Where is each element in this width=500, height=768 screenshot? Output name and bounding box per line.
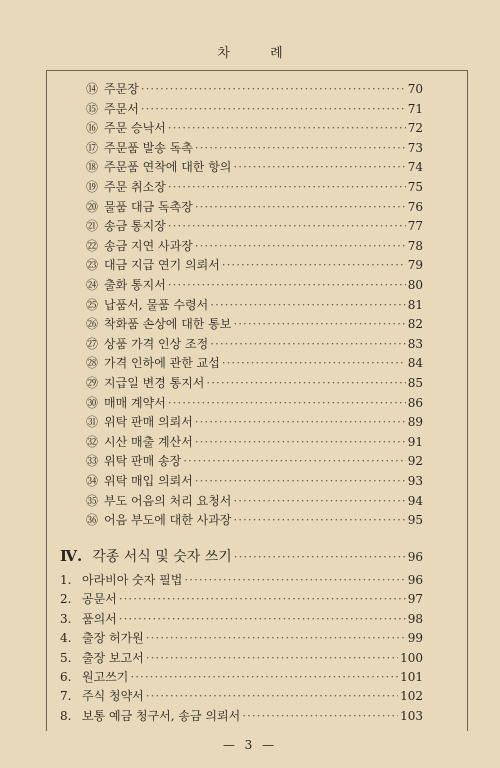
toc-entry-label: 상품 가격 인상 조정 (104, 336, 209, 351)
toc-entry-title (86, 394, 166, 411)
toc-page-number: 75 (407, 180, 423, 194)
toc-entry (86, 394, 423, 411)
toc-entry-number: ㉚ (86, 395, 99, 410)
toc-page-number: 100 (400, 650, 423, 665)
toc-entry-title (60, 610, 117, 627)
toc-entry-label: 보통 예금 청구서, 송금 의뢰서 (82, 708, 241, 723)
toc-page-number: 99 (407, 631, 423, 646)
toc-page-number: 102 (400, 689, 423, 704)
dot-leader (195, 415, 406, 429)
toc-entry-title (86, 100, 139, 117)
toc-page-number: 95 (407, 513, 423, 528)
toc-entry-number: 7. (60, 689, 72, 704)
dot-leader (210, 298, 406, 312)
toc-entry-number: 3. (60, 611, 72, 626)
toc-entry (86, 80, 423, 97)
toc-entry (86, 158, 423, 175)
dot-leader (222, 356, 406, 370)
toc-entry-label: 출장 허가원 (82, 631, 144, 646)
toc-page-number: 89 (407, 415, 423, 430)
toc-entry-number: ㉑ (86, 219, 99, 234)
toc-entry-title (86, 256, 220, 273)
toc-entry-title (86, 492, 231, 509)
toc-page-number: 86 (407, 395, 423, 410)
toc-entry-label: 위탁 판매 송장 (104, 454, 182, 469)
dot-leader (183, 454, 406, 468)
toc-page-number: 103 (400, 708, 423, 723)
toc-entry-title (86, 158, 231, 175)
toc-entry-label: 송금 통지장 (104, 219, 166, 234)
dot-leader (168, 278, 406, 292)
toc-page-number: 101 (400, 670, 423, 684)
toc-page-number: 96 (407, 573, 423, 587)
toc-entry-number: ⑭ (86, 82, 99, 96)
toc-page-number: 94 (407, 493, 423, 508)
toc-entry-title (86, 119, 166, 136)
toc-entry-number: ㉔ (86, 278, 99, 292)
toc-entry-label: 착화품 손상에 대한 통보 (104, 317, 232, 332)
toc-page-number: 96 (407, 550, 423, 564)
toc-entry-label: 주식 청약서 (82, 689, 144, 704)
toc-entry (86, 276, 423, 293)
dot-leader (195, 141, 406, 155)
toc-entry-label: 지급일 변경 통지서 (104, 376, 205, 390)
toc-page-number: 91 (407, 434, 423, 449)
toc-page-number: 74 (407, 160, 423, 175)
toc-entry-label: 출장 보고서 (82, 650, 144, 665)
toc-entry-number: 4. (60, 631, 72, 646)
toc-entry (60, 649, 423, 666)
toc-entry-number: ⑯ (86, 121, 99, 136)
dot-leader (146, 689, 398, 703)
toc-entry-number: ㉗ (86, 336, 99, 351)
toc-entry-number: ㉓ (86, 258, 99, 273)
dot-leader (119, 592, 406, 606)
dot-leader (233, 513, 405, 527)
toc-page-number: 83 (407, 336, 423, 351)
toc-entry-label: 시산 매출 계산서 (104, 434, 193, 449)
toc-entry-title (60, 707, 240, 724)
dot-leader (233, 160, 405, 174)
toc-entry (60, 590, 423, 607)
toc-page-number: 77 (407, 219, 423, 234)
toc-entry-label: 주문 승낙서 (104, 121, 166, 136)
dot-leader (168, 121, 406, 135)
toc-entry-number: ⑱ (86, 160, 99, 175)
toc-entry-title (86, 198, 193, 215)
toc-entry-number: ㉝ (86, 454, 99, 469)
toc-page-number: 80 (407, 278, 423, 292)
page-title: 차 례 (217, 46, 301, 61)
toc-entry (86, 198, 423, 215)
toc-entry-number: 6. (60, 670, 72, 684)
toc-page-number: 71 (407, 101, 423, 116)
toc-entry (60, 571, 423, 588)
dot-leader (141, 102, 406, 116)
toc-entry (60, 668, 423, 685)
dot-leader (141, 82, 406, 96)
toc-entry-title (86, 354, 220, 371)
toc-entry-number: Ⅳ. (60, 547, 83, 565)
dot-leader (233, 317, 405, 331)
toc-entry-label: 아라비아 숫자 필법 (82, 573, 183, 587)
dot-leader (146, 651, 398, 665)
dot-leader (195, 200, 406, 214)
toc-entry-title (86, 315, 231, 332)
toc-entry-label: 부도 어음의 처리 요청서 (104, 493, 232, 508)
toc-entry (86, 354, 423, 371)
toc-page-number: 76 (407, 199, 423, 214)
dot-leader (195, 474, 406, 488)
dot-leader (168, 180, 406, 194)
toc-entry-title (60, 687, 144, 704)
toc-entry-number: ⑳ (86, 199, 99, 214)
toc-entry-title (60, 668, 128, 685)
toc-entry-label: 가격 인하에 관한 교섭 (104, 356, 220, 371)
dot-leader (130, 670, 398, 684)
toc-entry-label: 주문서 (104, 101, 139, 116)
toc-entry (86, 492, 423, 509)
toc-entry-number: ㉞ (86, 474, 99, 488)
dot-leader (168, 396, 406, 410)
toc-entry (86, 178, 423, 195)
toc-entry-title (86, 80, 139, 97)
toc-page-number: 82 (407, 317, 423, 332)
dot-leader (146, 631, 406, 645)
toc-entry (86, 100, 423, 117)
toc-page-number: 79 (407, 258, 423, 273)
toc-entry-number: ㉒ (86, 238, 99, 253)
toc-page-number: 97 (407, 592, 423, 607)
toc-entry-title (86, 413, 193, 430)
toc-entry-label: 주문품 연착에 대한 항의 (104, 160, 232, 175)
toc-entry (86, 139, 423, 156)
toc-entry-number: ㉕ (86, 297, 99, 312)
dot-leader (195, 435, 406, 449)
toc-entry-title (86, 178, 166, 195)
toc-entry-number: ⑲ (86, 180, 99, 194)
toc-entry-number: 8. (60, 708, 72, 723)
toc-entry-title (86, 452, 181, 469)
dot-leader (119, 612, 406, 626)
toc-entry-label: 원고쓰기 (82, 670, 129, 684)
toc-entry-number: ㉙ (86, 376, 99, 390)
toc-entry-label: 매매 계약서 (104, 395, 166, 410)
toc-entry (86, 256, 423, 273)
toc-entry-label: 출화 통지서 (104, 278, 166, 292)
toc-entry-title (86, 237, 193, 254)
toc-entry (86, 433, 423, 450)
toc-entry-title (60, 546, 232, 566)
toc-page-number: 73 (407, 140, 423, 155)
toc-section-heading (60, 546, 423, 566)
toc-entry-number: 1. (60, 573, 72, 587)
toc-page-number: 92 (407, 454, 423, 469)
toc-page-number: 93 (407, 474, 423, 488)
dot-leader (233, 494, 405, 508)
toc-entry-number: ㉟ (86, 493, 99, 508)
toc-entry (86, 472, 423, 489)
toc-entry (86, 315, 423, 332)
toc-entry-label: 납품서, 물품 수령서 (104, 297, 209, 312)
toc-entry-label: 주문장 (104, 82, 139, 96)
dot-leader (234, 550, 406, 564)
dot-leader (195, 239, 406, 253)
toc-entry-number: ㉖ (86, 317, 99, 332)
toc-entry-number: ⑮ (86, 101, 99, 116)
toc-entry-number: ㉘ (86, 356, 99, 371)
toc-entry (86, 452, 423, 469)
toc-entry-number: ⑰ (86, 140, 99, 155)
toc-entry-title (60, 629, 144, 646)
toc-entry-label: 위탁 판매 의뢰서 (104, 415, 193, 430)
toc-entry-label: 품의서 (82, 611, 117, 626)
toc-entry-label: 위탁 매입 의뢰서 (104, 474, 193, 488)
dot-leader (222, 258, 406, 272)
toc-entry (60, 707, 423, 724)
dot-leader (210, 337, 406, 351)
toc-entry (86, 119, 423, 136)
toc-entry-title (86, 276, 166, 293)
toc-entry (86, 217, 423, 234)
toc-entry-label: 대금 지급 연기 의뢰서 (104, 258, 220, 273)
toc-page-number: 72 (407, 121, 423, 136)
toc-entry-number: ㉛ (86, 415, 99, 430)
toc-entry-label: 물품 대금 독촉장 (104, 199, 193, 214)
toc-entry-title (86, 139, 193, 156)
toc-entry (60, 610, 423, 627)
toc-entry-title (86, 374, 204, 391)
toc-page-number: 81 (407, 297, 423, 312)
toc-entry-number: ㉜ (86, 434, 99, 449)
toc-entry-title (60, 649, 144, 666)
toc-entry (60, 687, 423, 704)
toc-entry (60, 629, 423, 646)
toc-entry-title (60, 590, 117, 607)
toc-page-number: 78 (407, 238, 423, 253)
toc-entry-number: ㊱ (86, 513, 99, 528)
toc-entry-number: 5. (60, 650, 72, 665)
dot-leader (184, 573, 405, 587)
dot-leader (168, 219, 406, 233)
toc-entry-label: 각종 서식 및 숫자 쓰기 (92, 549, 232, 565)
toc-entry (86, 374, 423, 391)
toc-page-number: 98 (407, 611, 423, 626)
toc-entry-title (86, 296, 208, 313)
toc-page-number: 70 (407, 82, 423, 96)
toc-entry (86, 296, 423, 313)
toc-entry-title (86, 217, 166, 234)
toc-entry-label: 송금 지연 사과장 (104, 238, 193, 253)
toc-entry (86, 511, 423, 528)
toc-entry-title (86, 511, 231, 528)
dot-leader (206, 376, 405, 390)
page-number: — 3 — (222, 738, 278, 752)
toc-entry-label: 공문서 (82, 592, 117, 607)
toc-entry-number: 2. (60, 592, 72, 607)
toc-entry (86, 413, 423, 430)
toc-entry-title (60, 571, 182, 588)
toc-entry-label: 어음 부도에 대한 사과장 (104, 513, 232, 528)
dot-leader (242, 709, 398, 723)
toc-entry-label: 주문품 발송 독촉 (104, 140, 193, 155)
toc-entry (86, 237, 423, 254)
toc-entry (86, 335, 423, 352)
toc-page-number: 85 (407, 376, 423, 390)
toc-entry-label: 주문 취소장 (104, 180, 166, 194)
toc-entry-title (86, 472, 193, 489)
toc-entry-title (86, 433, 193, 450)
toc-page-number: 84 (407, 356, 423, 371)
toc-entry-title (86, 335, 208, 352)
